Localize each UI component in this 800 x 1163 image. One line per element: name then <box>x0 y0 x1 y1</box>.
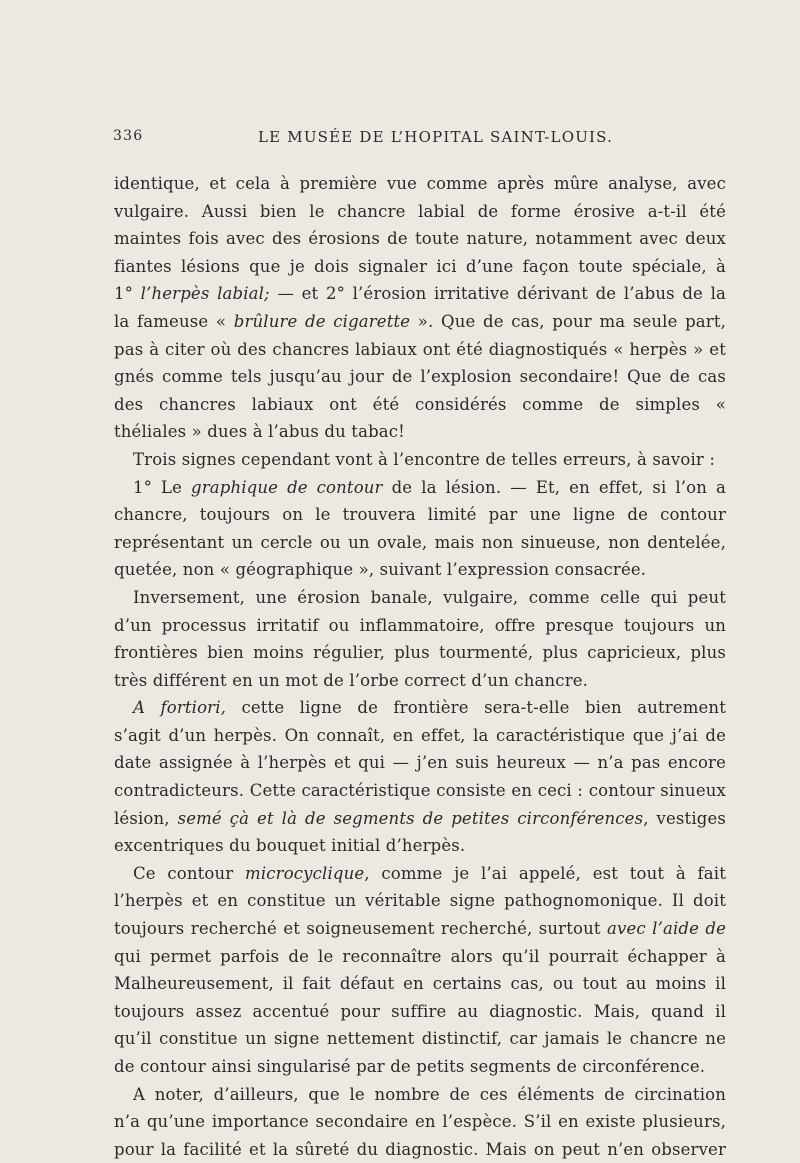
text-line <box>114 529 726 557</box>
text-line <box>114 363 726 391</box>
text-line <box>114 805 726 833</box>
text-run: Trois signes cependant vont à l’encontre de telles erreurs, à savoir : <box>133 449 716 469</box>
text-run: Malheureusement, il fait défaut en certains cas, ou tout au moins il <box>114 974 726 994</box>
text-run: excentriques du bouquet initial d’herpès. <box>114 836 466 856</box>
text-run: s’agit d’un herpès. On connaît, en effet, la caractéristique que j’ai de <box>114 725 726 745</box>
text-run: 1° <box>114 284 141 304</box>
text-run: pour la facilité et la sûreté du diagnostic. Mais on peut n’en observer <box>114 1139 726 1159</box>
text-line <box>114 915 726 943</box>
text-run: d’un processus irritatif ou inflammatoire, offre presque toujours un <box>114 615 726 635</box>
text-line <box>114 694 726 722</box>
text-run: identique, et cela à première vue comme après mûre analyse, avec <box>114 174 726 193</box>
text-run: Inversement, une érosion banale, vulgaire, comme celle qui peut <box>133 587 726 607</box>
text-run: 1° Le <box>133 477 192 497</box>
text-line <box>114 418 726 446</box>
italic-text: brûlure de cigarette <box>233 311 411 331</box>
text-line <box>114 474 726 502</box>
italic-text: avec l’aide de <box>607 919 726 939</box>
text-run: lésion, <box>114 808 178 828</box>
text-run: date assignée à l’herpès et qui — j’en suis heureux — n’a pas encore <box>114 753 726 773</box>
text-line <box>114 722 726 750</box>
text-line <box>114 253 726 281</box>
italic-text: microcyclique <box>245 863 365 883</box>
text-line <box>114 1136 726 1163</box>
text-run: A noter, d’ailleurs, que le nombre de ces éléments de circination <box>133 1084 726 1104</box>
text-line <box>114 887 726 915</box>
italic-text: l’herpès labial; <box>140 284 270 304</box>
text-run: maintes fois avec des érosions de toute nature, notamment avec deux <box>114 229 726 249</box>
text-run: contradicteurs. Cette caractéristique consiste en ceci : contour sinueux <box>114 781 726 801</box>
text-line <box>114 556 726 584</box>
text-line <box>114 1081 726 1109</box>
text-line <box>114 1053 726 1081</box>
text-run: toujours recherché et soigneusement recherché, surtout <box>114 919 608 939</box>
text-line <box>114 1025 726 1053</box>
text-line <box>114 639 726 667</box>
text-run: toujours assez accentué pour suffire au diagnostic. Mais, quand il <box>114 1001 726 1021</box>
text-run: — et 2° l’érosion irritative dérivant de l’abus de la <box>277 284 726 304</box>
text-run: de la lésion. — Et, en effet, si l’on a <box>391 477 726 497</box>
text-run: des chancres labiaux ont été considérés comme de simples « <box>114 394 726 414</box>
text-line <box>114 860 726 888</box>
text-line <box>114 943 726 971</box>
text-line <box>114 1108 726 1136</box>
text-run: n’a qu’une importance secondaire en l’espèce. S’il en existe plusieurs, <box>114 1112 726 1132</box>
text-run: frontières bien moins régulier, plus tourmenté, plus capricieux, plus <box>114 643 726 663</box>
text-line <box>114 584 726 612</box>
text-line <box>114 777 726 805</box>
text-run: pas à citer où des chancres labiaux ont été diagnostiqués « herpès » et <box>114 339 726 359</box>
text-line <box>114 970 726 998</box>
page-header <box>113 128 725 152</box>
text-run: , comme je l’ai appelé, est tout à fait <box>364 863 726 883</box>
text-run: la fameuse « <box>114 311 234 331</box>
text-line <box>114 280 726 308</box>
running-title: LE MUSÉE DE L’HOPITAL SAINT-LOUIS. <box>258 128 614 146</box>
text-run: ». Que de cas, pour ma seule part, <box>417 311 726 331</box>
text-run: qui permet parfois de le reconnaître alors qu’il pourrait échapper à <box>114 946 726 966</box>
text-run: quetée, non « géographique », suivant l’expression consacrée. <box>114 560 647 580</box>
text-run: vulgaire. Aussi bien le chancre labial de forme érosive a-t-il été <box>114 201 726 221</box>
text-line <box>114 501 726 529</box>
text-run: cette ligne de frontière sera-t-elle bien autrement <box>241 698 726 718</box>
italic-text: semé çà et là de segments de petites circonférences <box>177 808 644 828</box>
text-run: gnés comme tels jusqu’au jour de l’explosion secondaire! Que de cas <box>114 367 726 387</box>
text-run: Ce contour <box>133 863 246 883</box>
text-run: de contour ainsi singularisé par de petits segments de circonférence. <box>114 1057 706 1076</box>
italic-text: graphique de contour <box>191 477 383 497</box>
text-line <box>114 667 726 695</box>
text-line <box>114 336 726 364</box>
text-run: l’herpès et en constitue un véritable signe pathognomonique. Il doit <box>114 891 726 911</box>
text-line <box>114 391 726 419</box>
italic-text: A fortiori, <box>133 698 227 718</box>
page-number: 336 <box>113 128 144 144</box>
text-line <box>114 198 726 226</box>
text-run: très différent en un mot de l’orbe correct d’un chancre. <box>114 670 589 690</box>
text-line <box>114 749 726 777</box>
text-run: qu’il constitue un signe nettement distinctif, car jamais le chancre ne <box>114 1029 726 1049</box>
body-text <box>114 170 726 1163</box>
text-run: chancre, toujours on le trouvera limité par une ligne de contour <box>114 505 726 525</box>
text-run: théliales » dues à l’abus du tabac! <box>114 422 405 442</box>
text-run: , vestiges <box>643 808 726 828</box>
text-line <box>114 998 726 1026</box>
text-line <box>114 225 726 253</box>
text-line <box>114 612 726 640</box>
text-line <box>114 170 726 198</box>
text-line <box>114 308 726 336</box>
text-line <box>114 832 726 860</box>
text-run: fiantes lésions que je dois signaler ici d’une façon toute spéciale, à <box>114 256 726 276</box>
text-run: représentant un cercle ou un ovale, mais non sinueuse, non dentelée, <box>114 532 726 552</box>
text-line <box>114 446 726 474</box>
